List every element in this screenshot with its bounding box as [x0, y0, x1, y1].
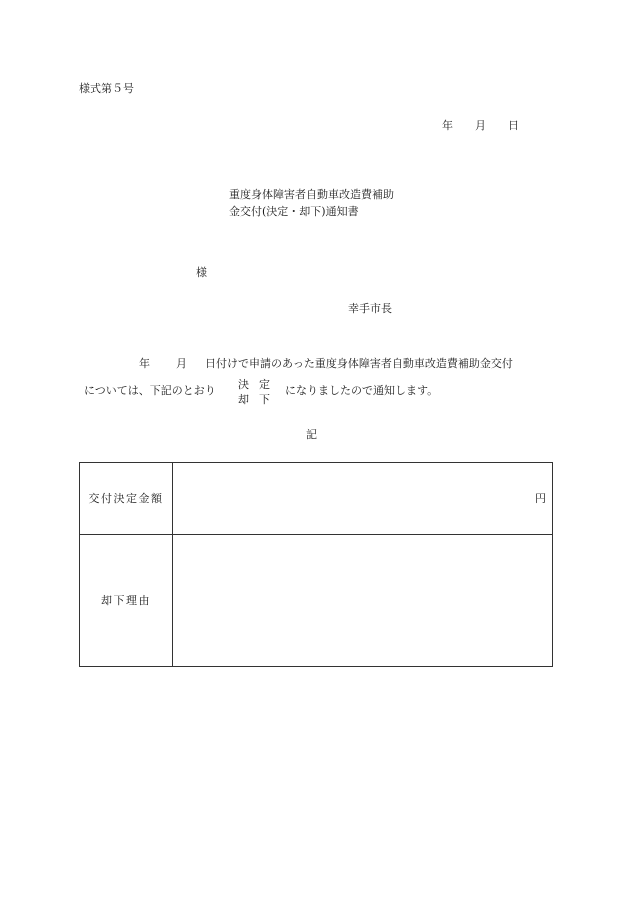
reason-cell	[173, 535, 553, 667]
amount-label: 交付決定金額	[80, 463, 173, 535]
date-day-label: 日	[508, 119, 519, 132]
reason-label: 却下理由	[80, 535, 173, 667]
body-line-1	[139, 358, 513, 369]
title-line-1: 重度身体障害者自動車改造費補助	[229, 188, 394, 201]
body-year-label: 年	[139, 357, 150, 370]
body-line-1-text: 日付けで申請のあった重度身体障害者自動車改造費補助金交付	[205, 357, 513, 370]
amount-cell	[173, 463, 553, 535]
title-line-2: 金交付(決定・却下)通知書	[229, 205, 359, 218]
reason-row	[80, 535, 553, 667]
issue-date	[442, 120, 519, 131]
choice-approve: 決定	[238, 378, 280, 391]
body-line-2-right: になりましたので通知します。	[285, 384, 439, 397]
ki-heading: 記	[306, 428, 317, 441]
body-month-label: 月	[176, 357, 187, 370]
form-number: 様式第５号	[79, 82, 134, 95]
record-table	[79, 462, 553, 667]
decision-choice	[238, 377, 280, 407]
amount-row	[80, 463, 553, 535]
issuer-name: 幸手市長	[348, 302, 392, 315]
date-month-label: 月	[475, 119, 486, 132]
amount-unit: 円	[535, 492, 546, 505]
body-line-2-left: については、下記のとおり	[84, 384, 216, 397]
choice-reject: 却下	[238, 393, 280, 406]
addressee-suffix: 様	[196, 266, 207, 279]
date-year-label: 年	[442, 119, 453, 132]
document-title	[229, 186, 394, 220]
